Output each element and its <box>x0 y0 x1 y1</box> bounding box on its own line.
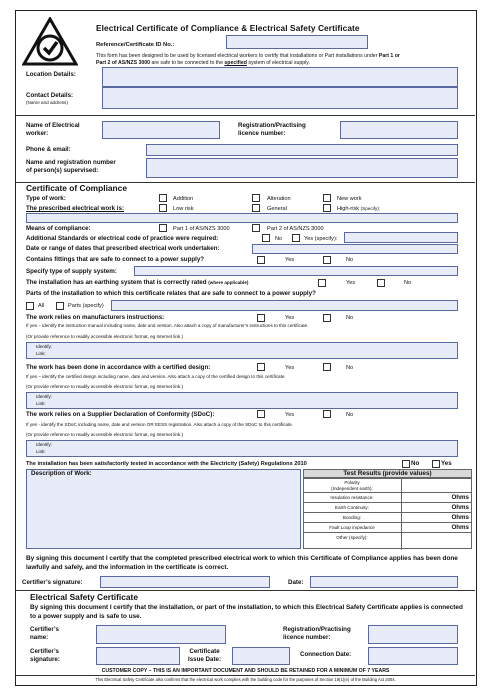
parts-label: Parts of the installation to which this certificate relates that are safe to connect to a power supply? <box>26 290 316 297</box>
new-work-label: New work <box>337 196 362 202</box>
manuf-no-checkbox[interactable] <box>323 314 331 322</box>
ref-label: Reference/Certificate ID No.: <box>96 42 175 48</box>
esc-certifier-name-label: Certifier’s name: <box>30 626 59 641</box>
location-label: Location Details: <box>26 71 76 78</box>
sdoc-identify-field[interactable] <box>26 440 458 457</box>
general-checkbox[interactable] <box>252 204 260 212</box>
coc-date-field[interactable] <box>310 576 458 588</box>
means-label: Means of compliance: <box>26 225 91 232</box>
esc-reg-field[interactable] <box>368 625 458 644</box>
contact-sublabel: (Name and address) <box>26 100 68 105</box>
alteration-checkbox[interactable] <box>252 194 260 202</box>
parts-specify-checkbox[interactable] <box>56 302 64 310</box>
identify-label: Identify: <box>36 394 53 399</box>
low-risk-label: Low risk <box>173 206 194 212</box>
fittings-label: Contains fittings that are safe to connect to a power supply? <box>26 256 205 263</box>
risk-label: The prescribed electrical work is: <box>26 205 125 212</box>
additional-yes-checkbox[interactable] <box>292 234 300 242</box>
parts-all-checkbox[interactable] <box>26 302 34 310</box>
high-risk-checkbox[interactable] <box>323 204 331 212</box>
design-no-checkbox[interactable] <box>323 363 331 371</box>
design-label: The work has been done in accordance with a certified design: <box>26 364 211 371</box>
additional-yes-label: Yes (specify): <box>304 236 338 242</box>
result-row-polarity: Polarity (Independent earth): <box>303 478 472 492</box>
coc-date-label: Date: <box>288 579 304 586</box>
earthing-yes-label: Yes <box>346 280 356 286</box>
phone-label: Phone & email: <box>26 146 71 153</box>
fittings-no-checkbox[interactable] <box>323 256 331 264</box>
customer-copy-notice: CUSTOMER COPY – THIS IS AN IMPORTANT DOCUMENT AND SHOULD BE RETAINED FOR A MINIMUM OF 7 YEARS <box>101 668 390 674</box>
coc-heading: Certificate of Compliance <box>26 183 127 193</box>
worker-name-label: Name of Electrical worker: <box>26 122 80 137</box>
footer-note: This Electrical Safety Certificate also confirms that the electrical work complies with the building code for the purposes of Section 19(1)(e) of the Building Act 2004. <box>95 677 396 682</box>
divider <box>16 590 475 591</box>
test-results-heading: Test Results (provide values) <box>303 469 472 478</box>
supply-system-field[interactable] <box>134 266 458 276</box>
sdoc-note: If yes - identify the SDoC including name, date and version OR EESS registration. Also attach a copy of the SDoC to this certificate. <box>26 422 294 427</box>
esc-signature-label: Certifier’s signature: <box>30 648 60 663</box>
tested-no-checkbox[interactable] <box>402 460 410 468</box>
contact-field[interactable] <box>102 87 458 109</box>
parts-all-label: All <box>38 303 45 309</box>
esc-connection-date-label: Connection Date: <box>300 651 352 658</box>
tested-no-label: No <box>411 460 420 467</box>
certifier-signature-field[interactable] <box>100 576 270 588</box>
ref-field[interactable] <box>226 35 368 49</box>
contact-label: Contact Details: <box>26 92 74 99</box>
identify-label: Identify: <box>36 442 53 447</box>
earthing-label: The installation has an earthing system that is correctly rated (where applicable) <box>26 279 249 286</box>
esc-reg-label: Registration/Practising licence number: <box>283 626 351 641</box>
phone-field[interactable] <box>146 144 458 156</box>
result-row-fault-loop: Fault Loop impedance Ohms <box>303 522 472 532</box>
earthing-no-checkbox[interactable] <box>377 279 385 287</box>
manuf-yes-checkbox[interactable] <box>257 314 265 322</box>
esc-connection-date-field[interactable] <box>368 647 458 665</box>
addition-label: Addition <box>173 196 194 202</box>
result-row-other: Other (specify): <box>303 532 472 549</box>
result-row-earth-continuity: Earth Continuity: Ohms <box>303 502 472 512</box>
identify-label: Identify: <box>36 344 53 349</box>
supervised-label: Name and registration number of person(s) supervised: <box>26 159 116 174</box>
additional-no-checkbox[interactable] <box>262 234 270 242</box>
earthing-yes-checkbox[interactable] <box>318 279 326 287</box>
sdoc-no-label: No <box>346 412 354 418</box>
alteration-label: Alteration <box>267 196 291 202</box>
manuf-identify-field[interactable] <box>26 342 458 359</box>
esc-signature-field[interactable] <box>96 647 180 665</box>
earthing-no-label: No <box>404 280 412 286</box>
design-yes-label: Yes <box>285 365 295 371</box>
sdoc-label: The work relies on a Supplier Declaration of Conformity (SDoC): <box>26 411 215 418</box>
low-risk-checkbox[interactable] <box>159 204 167 212</box>
manuf-digital-note: (Or provide reference to readily accessible electronic format, eg Internet link.) <box>26 334 184 339</box>
location-field[interactable] <box>102 67 458 87</box>
certificate-form <box>15 10 477 686</box>
design-no-label: No <box>346 365 354 371</box>
design-digital-note: (Or provide reference to readily accessible electronic format, eg Internet link.) <box>26 384 184 389</box>
link-label: Link: <box>36 401 46 406</box>
part2-label: Part 2 of AS/NZS 3000 <box>267 226 324 232</box>
supervised-field[interactable] <box>146 158 458 178</box>
design-note: If yes – identify the certified design including name, date and version. Also attach a copy of the certified design to this certificate. <box>26 374 286 379</box>
form-title: Electrical Certificate of Compliance & Electrical Safety Certificate <box>96 23 360 33</box>
fittings-no-label: No <box>346 257 354 263</box>
tested-yes-checkbox[interactable] <box>432 460 440 468</box>
esc-certifier-name-field[interactable] <box>96 625 226 644</box>
addition-checkbox[interactable] <box>159 194 167 202</box>
design-identify-field[interactable] <box>26 392 458 409</box>
sdoc-no-checkbox[interactable] <box>323 410 331 418</box>
tested-yes-label: Yes <box>441 460 452 467</box>
esc-heading: Electrical Safety Certificate <box>30 592 138 602</box>
date-range-field[interactable] <box>252 244 458 254</box>
additional-standards-label: Additional Standards or electrical code of practice were required: <box>26 235 219 242</box>
esc-declaration: By signing this document I certify that the installation, or part of the installation, to which this Electrical Safety Certificate applies is connected to a power supply and is safe to use. <box>30 604 463 620</box>
new-work-checkbox[interactable] <box>323 194 331 202</box>
part2-checkbox[interactable] <box>252 224 260 232</box>
sdoc-digital-note: (Or provide reference to readily accessible electronic format, eg Internet link.) <box>26 432 184 437</box>
high-risk-specify-field[interactable] <box>26 213 458 223</box>
tested-label: The installation has been satisfactorily tested in accordance with the Electricity (Safety) Regulations 2010 <box>26 461 307 467</box>
design-yes-checkbox[interactable] <box>257 363 265 371</box>
fittings-yes-label: Yes <box>285 257 295 263</box>
worker-name-field[interactable] <box>102 121 220 139</box>
manuf-yes-label: Yes <box>285 315 295 321</box>
manuf-no-label: No <box>346 315 354 321</box>
date-range-label: Date or range of dates that prescribed electrical work undertaken: <box>26 245 220 252</box>
sdoc-yes-label: Yes <box>285 412 295 418</box>
general-label: General <box>267 206 287 212</box>
divider <box>16 675 475 676</box>
certifier-signature-label: Certifier’s signature: <box>22 579 83 586</box>
coc-declaration: By signing this document I certify that the completed prescribed electrical work to which this Certificate of Compliance applies has been done lawfully and safely, and the information in the certificate is correct. <box>26 555 458 571</box>
part1-checkbox[interactable] <box>159 224 167 232</box>
worker-reg-field[interactable] <box>340 121 458 139</box>
divider <box>16 115 475 116</box>
parts-specify-field[interactable] <box>111 300 458 311</box>
description-field[interactable] <box>26 469 301 549</box>
supply-system-label: Specify type of supply system: <box>26 268 117 275</box>
manuf-label: The work relies on manufacturers instructions: <box>26 314 165 321</box>
description-label: Description of Work: <box>31 470 92 477</box>
result-row-bonding: Bonding: Ohms <box>303 512 472 522</box>
worker-reg-label: Registration/Practising licence number: <box>238 122 306 137</box>
type-of-work-label: Type of work: <box>26 195 66 202</box>
additional-specify-field[interactable] <box>344 232 458 243</box>
part1-label: Part 1 of AS/NZS 3000 <box>173 226 230 232</box>
intro-text: This form has been designed to be used by licensed electrical workers to certify that installations or Part installations under Part 1 or Part 2 of AS/NZS 3000 are safe to be connected to the specified system of electrical supply. <box>96 53 400 66</box>
link-label: Link: <box>36 351 46 356</box>
esc-issue-date-field[interactable] <box>232 647 290 665</box>
manuf-note: If yes – identify the instruction manual including name, date and version. Also attach a copy of manufacturer’s instructions to this certificate. <box>26 323 309 328</box>
parts-specify-label: Parts (specify) <box>68 303 104 309</box>
additional-no-label: No <box>275 236 283 242</box>
esc-issue-date-label: Certificate Issue Date: <box>188 648 222 663</box>
sdoc-yes-checkbox[interactable] <box>257 410 265 418</box>
high-risk-label: High-risk (Specify): <box>337 206 381 212</box>
result-row-insulation: Insulation resistance: Ohms <box>303 492 472 502</box>
link-label: Link: <box>36 449 46 454</box>
rcm-logo <box>22 17 78 67</box>
fittings-yes-checkbox[interactable] <box>257 256 265 264</box>
